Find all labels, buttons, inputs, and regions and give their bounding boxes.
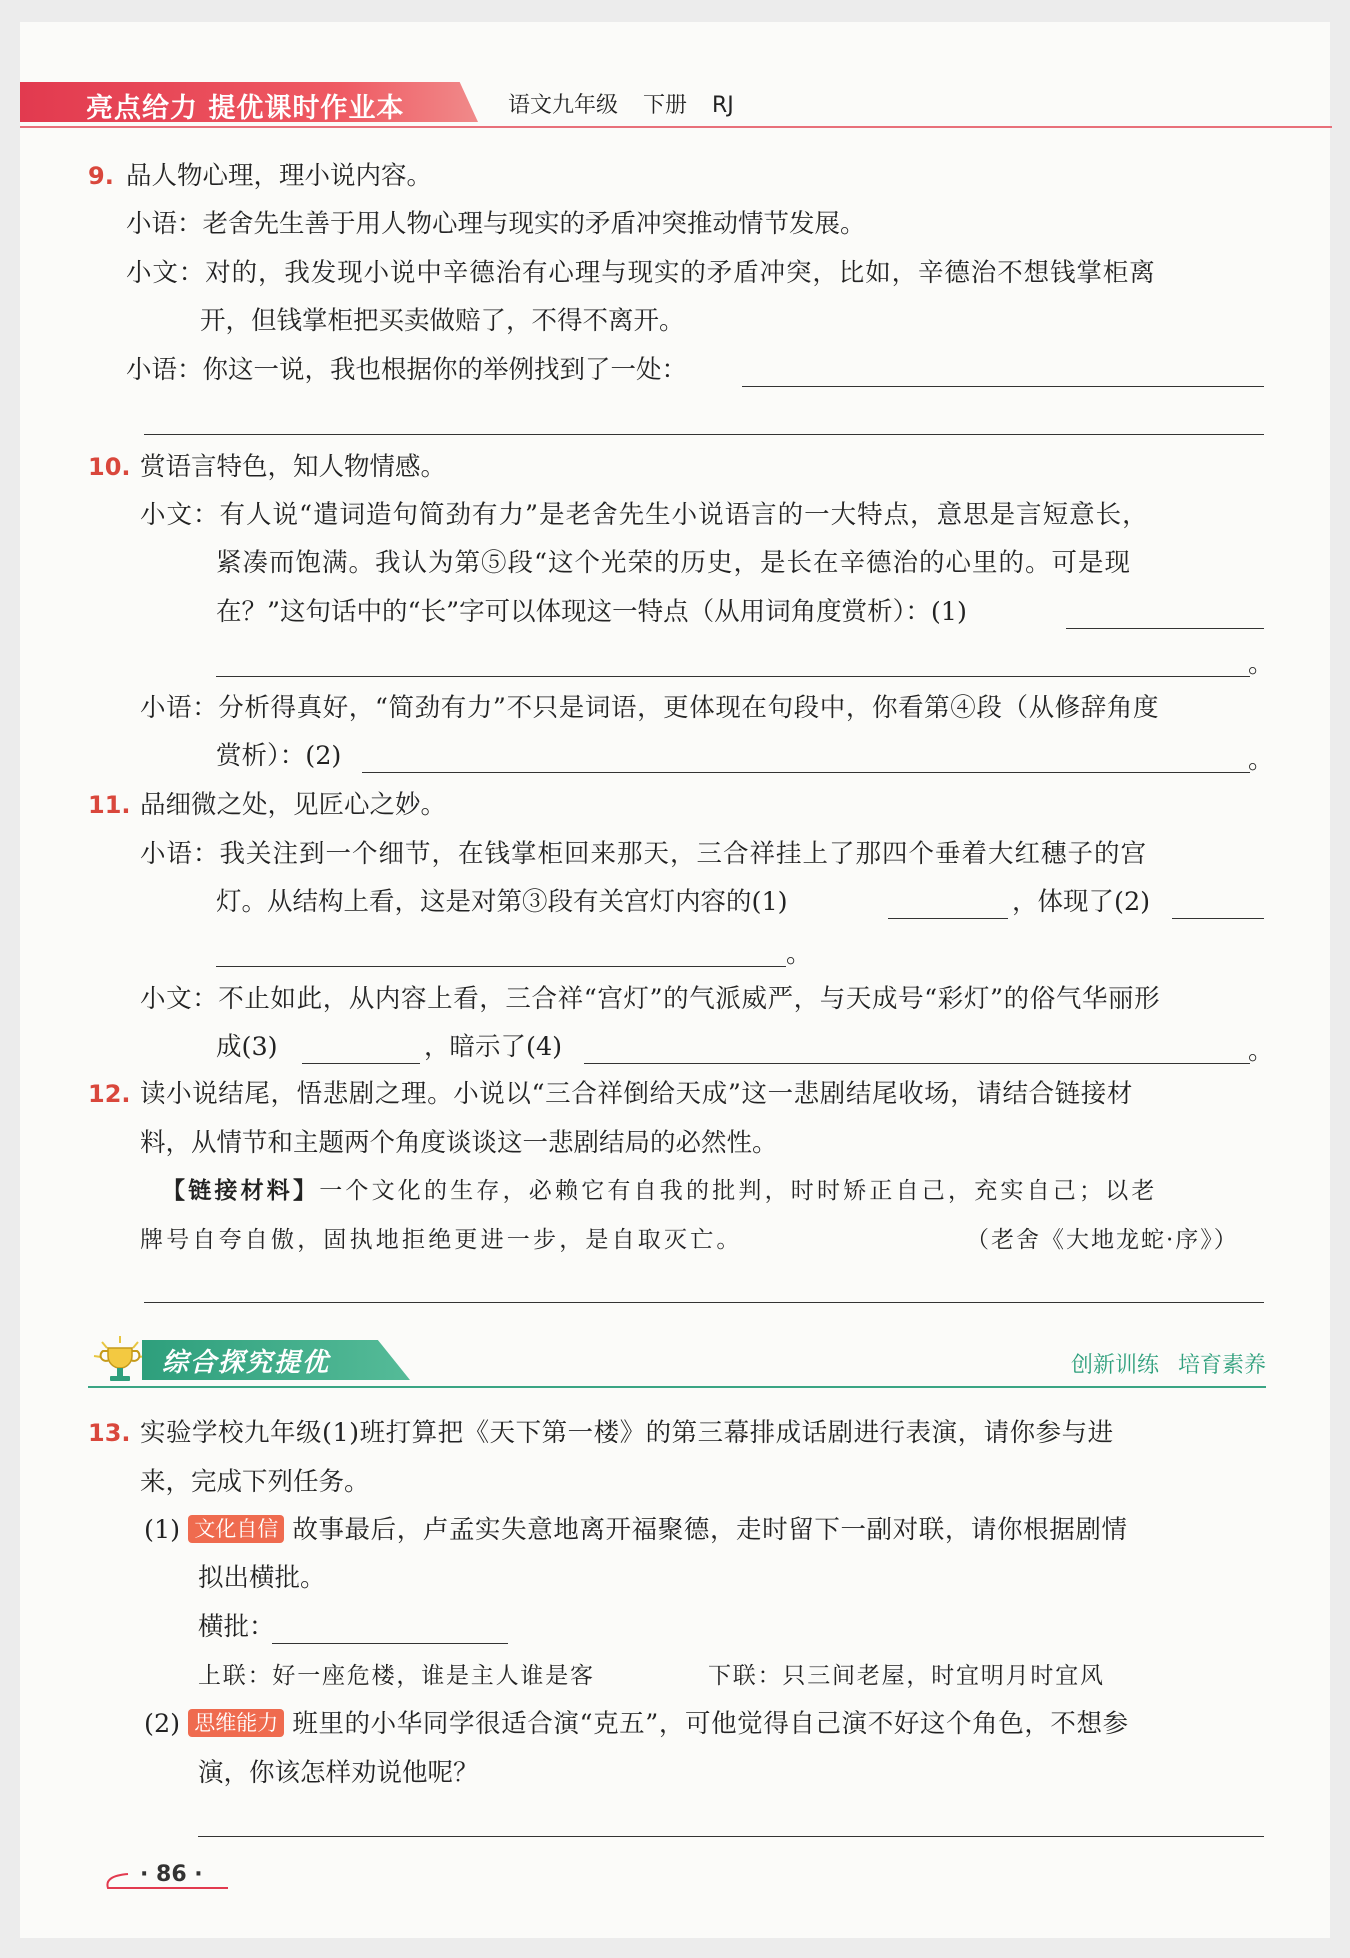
dialogue-line: 赏析）：(2)	[216, 741, 342, 771]
header	[20, 82, 1332, 128]
dialogue-line: 在？”这句话中的“长”字可以体现这一特点（从用词角度赏析）：(1)	[216, 597, 967, 627]
subquestion-text: 演，你该怎样劝说他呢？	[198, 1758, 479, 1788]
period: 。	[1248, 649, 1274, 679]
answer-blank[interactable]	[144, 1302, 1264, 1303]
answer-blank[interactable]	[742, 386, 1264, 387]
section-slogan: 创新训练 培育素养	[1071, 1353, 1266, 1378]
header-brand: 亮点给力 提优课时作业本	[86, 93, 405, 124]
dialogue-line: 灯。从结构上看，这是对第③段有关宫灯内容的(1)	[216, 887, 788, 917]
subquestion	[144, 1514, 1128, 1546]
link-material	[162, 1175, 1158, 1207]
question-number: 13.	[88, 1419, 131, 1447]
answer-blank[interactable]	[584, 1063, 1250, 1064]
answer-blank[interactable]	[216, 676, 1250, 677]
question-title: 品细微之处，见匠心之妙。	[140, 790, 447, 820]
page-number-text: · 86 ·	[140, 1862, 203, 1887]
dialogue-line: 小文：有人说“遣词造句简劲有力”是老舍先生小说语言的一大特点，意思是言短意长，	[140, 500, 1149, 530]
answer-blank[interactable]	[1066, 628, 1264, 629]
dialogue-line: 成(3)	[216, 1032, 278, 1062]
couplet-lower: 下联：只三间老屋，时宜明月时宜风	[708, 1663, 1105, 1689]
question-title: 品人物心理，理小说内容。	[126, 161, 433, 191]
section-title: 综合探究提优	[162, 1348, 331, 1378]
question-number: 12.	[88, 1080, 131, 1108]
subquestion-text: 故事最后，卢孟实失意地离开福聚德，走时留下一副对联，请你根据剧情	[292, 1515, 1128, 1545]
header-subtitle: 语文九年级 下册 RJ	[508, 93, 734, 118]
answer-blank[interactable]	[888, 918, 1008, 919]
period: 。	[786, 939, 812, 969]
subquestion	[144, 1708, 1129, 1740]
section-banner	[88, 1336, 1266, 1388]
dialogue-line: 小语：我关注到一个细节，在钱掌柜回来那天，三合祥挂上了那四个垂着大红穗子的宫	[140, 839, 1148, 869]
citation: （老舍《大地龙蛇·序》）	[966, 1227, 1239, 1253]
hengpi-label: 横批：	[198, 1612, 275, 1642]
hengpi-blank[interactable]	[272, 1643, 508, 1644]
dialogue-line: 开，但钱掌柜把买卖做赔了，不得不离开。	[200, 306, 685, 336]
answer-blank[interactable]	[144, 434, 1264, 435]
link-material-text: 一个文化的生存，必赖它有自我的批判，时时矫正自己，充实自己；以老	[319, 1178, 1158, 1204]
dialogue-line: 小文：不止如此，从内容上看，三合祥“宫灯”的气派威严，与天成号“彩灯”的俗气华丽形	[140, 984, 1161, 1014]
link-material-label: 【链接材料】	[162, 1177, 320, 1204]
question-text: 实验学校九年级(1)班打算把《天下第一楼》的第三幕排成话剧进行表演，请你参与进	[140, 1418, 1114, 1448]
tag-thinking: 思维能力	[188, 1709, 284, 1737]
answer-blank[interactable]	[302, 1063, 420, 1064]
period: 。	[1248, 1036, 1274, 1066]
tag-culture: 文化自信	[188, 1515, 284, 1543]
couplet-upper: 上联：好一座危楼，谁是主人谁是客	[198, 1663, 595, 1689]
dialogue-line: ，体现了(2)	[1012, 887, 1151, 917]
question-number: 10.	[88, 453, 131, 481]
answer-blank[interactable]	[198, 1836, 1264, 1837]
page-number	[100, 1864, 230, 1894]
answer-blank[interactable]	[362, 772, 1250, 773]
dialogue-line: ，暗示了(4)	[424, 1032, 563, 1062]
answer-blank[interactable]	[1172, 918, 1264, 919]
subquestion-number: (1)	[144, 1515, 181, 1545]
subquestion-text: 拟出横批。	[198, 1563, 326, 1593]
question-text: 料，从情节和主题两个角度谈谈这一悲剧结局的必然性。	[140, 1128, 778, 1158]
dialogue-line: 小语：分析得真好，“简劲有力”不只是词语，更体现在句段中，你看第④段（从修辞角度	[140, 693, 1160, 723]
question-number: 9.	[88, 162, 114, 190]
dialogue-line: 小文：对的，我发现小说中辛德治有心理与现实的矛盾冲突，比如，辛德治不想钱掌柜离	[126, 258, 1156, 288]
answer-blank[interactable]	[216, 966, 786, 967]
period: 。	[1248, 745, 1274, 775]
subquestion-number: (2)	[144, 1709, 181, 1739]
dialogue-line: 小语：你这一说，我也根据你的举例找到了一处：	[126, 355, 688, 385]
dialogue-line: 小语：老舍先生善于用人物心理与现实的矛盾冲突推动情节发展。	[126, 209, 866, 239]
dialogue-line: 紧凑而饱满。我认为第⑤段“这个光荣的历史，是长在辛德治的心里的。可是现	[216, 548, 1132, 578]
question-number: 11.	[88, 791, 131, 819]
link-material-text: 牌号自夸自傲，固执地拒绝更进一步，是自取灭亡。	[140, 1227, 743, 1253]
question-text: 来，完成下列任务。	[140, 1467, 370, 1497]
question-text: 读小说结尾，悟悲剧之理。小说以“三合祥倒给天成”这一悲剧结尾收场，请结合链接材	[140, 1079, 1133, 1109]
question-title: 赏语言特色，知人物情感。	[140, 452, 447, 482]
subquestion-text: 班里的小华同学很适合演“克五”，可他觉得自己演不好这个角色，不想参	[292, 1709, 1129, 1739]
